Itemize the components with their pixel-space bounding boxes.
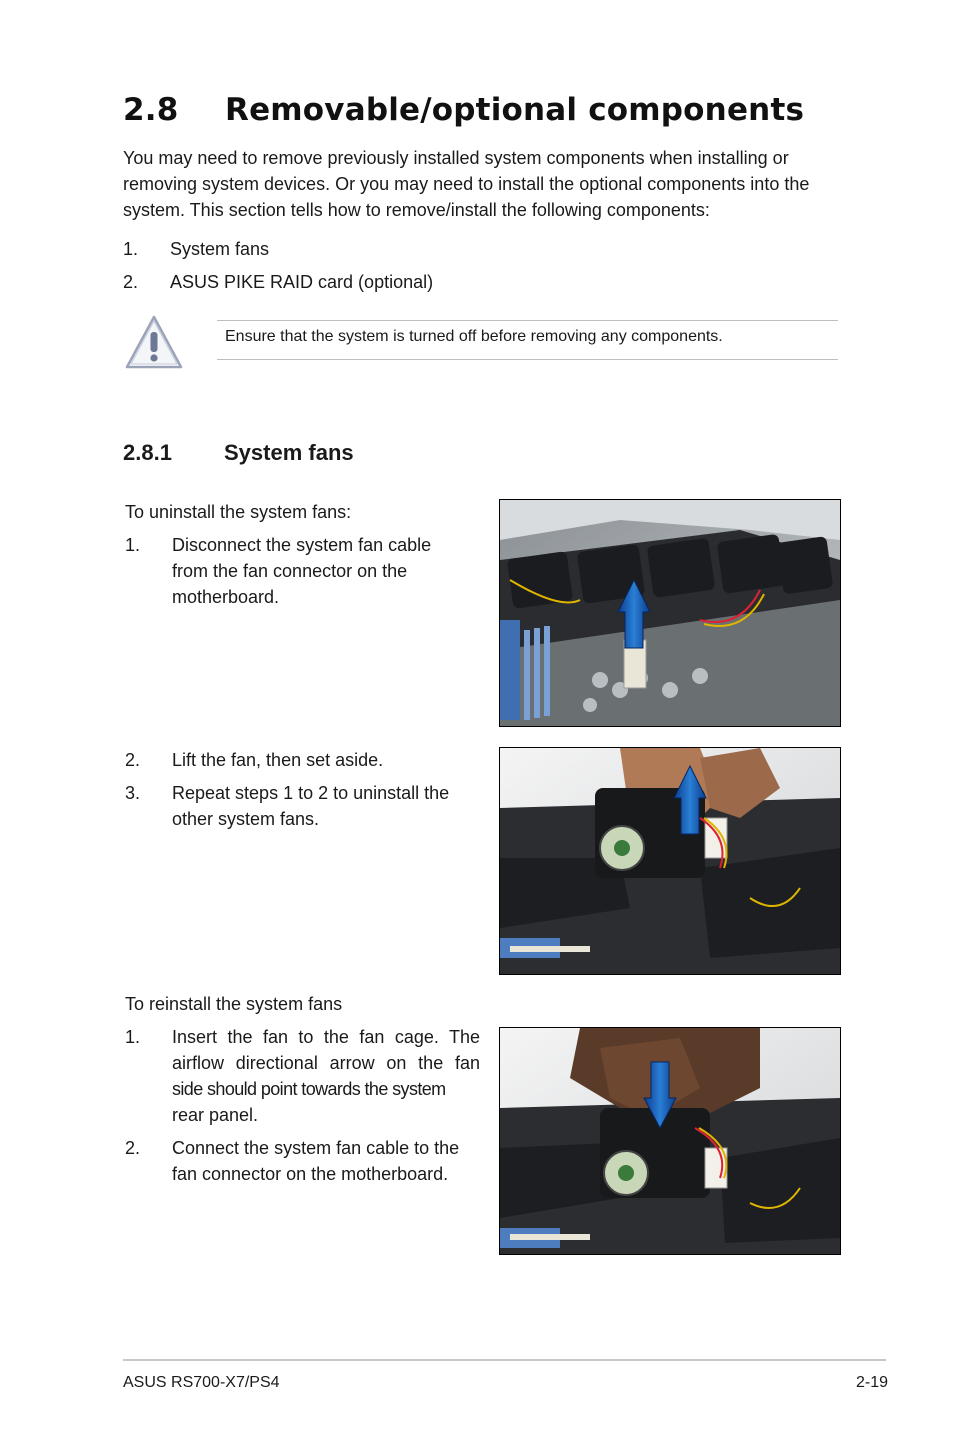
uninstall-heading: To uninstall the system fans: [125, 502, 352, 522]
uninstall-step: 2. Lift the fan, then set aside. [125, 750, 384, 770]
fan-cable-photo [499, 499, 841, 727]
component-list-item: 1. System fans [123, 239, 270, 259]
section-number: 2.8 [123, 92, 179, 128]
intro-paragraph: You may need to remove previously installed system components when installing or removing system devices. Or you may need to install the optional components into the system. This section tells how to remove/install the following components: [123, 148, 810, 220]
section-heading [123, 92, 804, 128]
insert-fan-photo [499, 1027, 841, 1255]
section-title: Removable/optional components [225, 92, 805, 128]
lift-fan-photo [499, 747, 841, 975]
warning-triangle-icon [124, 313, 184, 371]
caution-text: Ensure that the system is turned off before removing any components. [225, 328, 723, 345]
footer-rule [123, 1359, 886, 1361]
caution-top-rule [217, 320, 838, 321]
subsection-title: System fans [224, 440, 354, 465]
uninstall-step: 3. Repeat steps 1 to 2 to uninstall the other system fans. [125, 783, 450, 829]
caution-bottom-rule [217, 359, 838, 360]
subsection-heading [123, 440, 354, 466]
uninstall-step: 1. Disconnect the system fan cable from the fan connector on the motherboard. [125, 535, 432, 607]
reinstall-step: 1. Insert the fan to the fan cage. The airflow directional arrow on the fan side should point towards the system rear panel. [125, 1027, 480, 1125]
footer-product: ASUS RS700-X7/PS4 [123, 1374, 280, 1391]
component-list-item: 2. ASUS PIKE RAID card (optional) [123, 272, 434, 292]
subsection-number: 2.8.1 [123, 440, 172, 465]
footer-page-number: 2-19 [855, 1374, 888, 1391]
reinstall-heading: To reinstall the system fans [125, 994, 343, 1014]
reinstall-step: 2. Connect the system fan cable to the fan connector on the motherboard. [125, 1138, 460, 1184]
